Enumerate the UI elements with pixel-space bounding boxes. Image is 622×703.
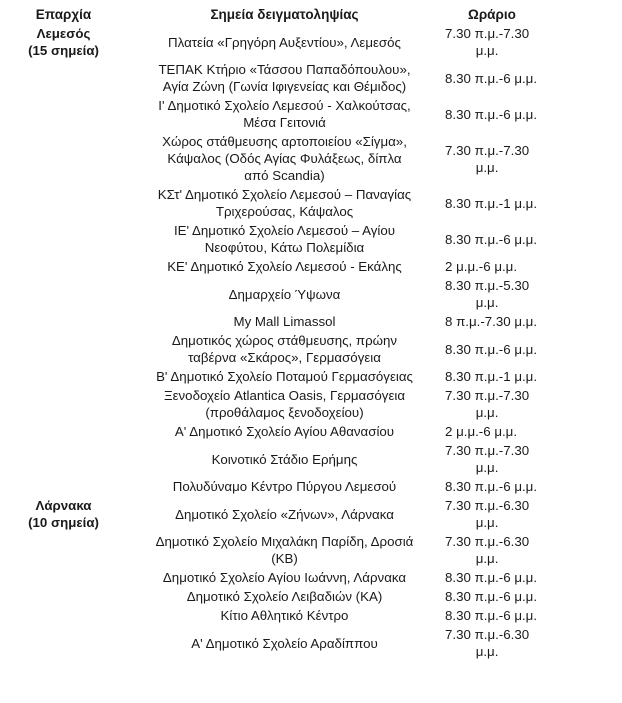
sampling-point-cell bbox=[127, 533, 442, 569]
region-count: (10 σημεία) bbox=[28, 515, 99, 530]
sampling-point-text: (ΚΒ) bbox=[271, 551, 298, 566]
hours-text: 8.30 π.μ.-6 μ.μ. bbox=[445, 106, 538, 122]
sampling-point-text: Δημοτικό Σχολείο Αγίου Ιωάννη, Λάρνακα bbox=[162, 570, 407, 585]
sampling-point-cell bbox=[127, 97, 442, 133]
hours-text: 8 π.μ.-7.30 μ.μ. bbox=[445, 314, 538, 329]
hours-text: 7.30 π.μ.-7.30 bbox=[445, 26, 530, 41]
hours-text: 8.30 π.μ.-6 μ.μ. bbox=[445, 479, 538, 494]
region-name: Λάρνακα bbox=[35, 498, 92, 513]
hours-cell bbox=[442, 186, 560, 222]
hours-text-block bbox=[445, 341, 537, 358]
sampling-point-cell bbox=[127, 186, 442, 222]
sampling-point-text: Ξενοδοχείο Atlantica Oasis, Γερμασόγεια bbox=[163, 388, 406, 403]
sampling-point-text: από Scandia) bbox=[244, 168, 325, 183]
sampling-points-table bbox=[0, 4, 560, 662]
hours-cell bbox=[442, 313, 560, 332]
header-hours: Ωράριο bbox=[468, 7, 516, 22]
sampling-point-text: Χώρος στάθμευσης αρτοποιείου «Σίγμα», bbox=[162, 134, 407, 149]
sampling-point-text: Δημοτικό Σχολείο Μιχαλάκη Παρίδη, Δροσιά bbox=[155, 534, 414, 549]
hours-text: 2 μ.μ.-6 μ.μ. bbox=[445, 259, 518, 274]
sampling-point-cell bbox=[127, 478, 442, 497]
hours-text-block bbox=[445, 25, 529, 59]
sampling-point-cell bbox=[127, 61, 442, 97]
sampling-point-text: Δημοτικό Σχολείο «Ζήνων», Λάρνακα bbox=[175, 506, 394, 522]
sampling-point-cell bbox=[127, 626, 442, 662]
hours-text-block bbox=[445, 569, 537, 586]
hours-cell bbox=[442, 626, 560, 662]
hours-text: 8.30 π.μ.-5.30 bbox=[445, 278, 530, 293]
hours-text: 7.30 π.μ.-7.30 bbox=[445, 443, 530, 458]
sampling-point-text: Κοινοτικό Στάδιο Ερήμης bbox=[211, 451, 358, 467]
hours-text: μ.μ. bbox=[475, 43, 499, 58]
hours-cell bbox=[442, 569, 560, 588]
region-count: (15 σημεία) bbox=[28, 43, 99, 58]
hours-text: μ.μ. bbox=[475, 295, 499, 310]
hours-text: μ.μ. bbox=[475, 460, 499, 475]
hours-text-block bbox=[445, 588, 537, 605]
hours-text-block bbox=[445, 442, 529, 476]
hours-text: μ.μ. bbox=[475, 551, 499, 566]
hours-text: μ.μ. bbox=[475, 405, 499, 420]
hours-text: 7.30 π.μ.-6.30 bbox=[445, 498, 530, 513]
hours-text-block bbox=[445, 533, 529, 567]
sampling-point-text: Δημοτικό Σχολείο Λειβαδιών (ΚΑ) bbox=[186, 589, 383, 604]
hours-text: 8.30 π.μ.-6 μ.μ. bbox=[445, 231, 538, 247]
sampling-point-cell bbox=[127, 607, 442, 626]
hours-text: 8.30 π.μ.-6 μ.μ. bbox=[445, 70, 538, 86]
header-region: Επαρχία bbox=[35, 7, 92, 22]
hours-cell bbox=[442, 533, 560, 569]
hours-cell bbox=[442, 222, 560, 258]
hours-text: 7.30 π.μ.-6.30 bbox=[445, 627, 530, 642]
sampling-point-cell bbox=[127, 387, 442, 423]
hours-cell bbox=[442, 25, 560, 61]
hours-cell bbox=[442, 423, 560, 442]
sampling-point-cell bbox=[127, 569, 442, 588]
sampling-point-cell bbox=[127, 25, 442, 61]
table-row bbox=[0, 497, 560, 533]
hours-cell bbox=[442, 442, 560, 478]
sampling-point-cell bbox=[127, 222, 442, 258]
hours-text: 7.30 π.μ.-7.30 bbox=[445, 388, 530, 403]
hours-cell bbox=[442, 133, 560, 186]
sampling-point-text: ΙΕ' Δημοτικό Σχολείο Λεμεσού – Αγίου bbox=[173, 223, 396, 238]
sampling-point-cell bbox=[127, 423, 442, 442]
sampling-point-text: Β' Δημοτικό Σχολείο Ποταμού Γερμασόγειας bbox=[156, 369, 413, 384]
hours-text-block bbox=[445, 478, 537, 495]
hours-text-block bbox=[445, 70, 537, 87]
sampling-point-text: ΚΣτ' Δημοτικό Σχολείο Λεμεσού – Παναγίας bbox=[157, 187, 412, 202]
sampling-point-text: Τριχερούσας, Κάψαλος bbox=[215, 204, 354, 219]
hours-text-block bbox=[445, 142, 529, 176]
hours-cell bbox=[442, 607, 560, 626]
sampling-point-text: ταβέρνα «Σκάρος», Γερμασόγεια bbox=[188, 350, 381, 365]
hours-text-block bbox=[445, 497, 529, 531]
hours-cell bbox=[442, 588, 560, 607]
hours-text: 7.30 π.μ.-7.30 bbox=[445, 142, 530, 158]
table-row bbox=[0, 25, 560, 61]
hours-text-block bbox=[445, 231, 537, 248]
sampling-point-text: Α' Δημοτικό Σχολείο Αγίου Αθανασίου bbox=[174, 424, 395, 439]
hours-text-block bbox=[445, 313, 537, 330]
hours-text-block bbox=[445, 607, 537, 624]
hours-text-block bbox=[445, 106, 537, 123]
hours-text-block bbox=[445, 368, 537, 385]
sampling-point-text: Κίτιο Αθλητικό Κέντρο bbox=[220, 608, 349, 623]
hours-text: 8.30 π.μ.-1 μ.μ. bbox=[445, 369, 538, 384]
sampling-point-text: (προθάλαμος ξενοδοχείου) bbox=[205, 405, 364, 420]
hours-cell bbox=[442, 277, 560, 313]
sampling-point-text: ΤΕΠΑΚ Κτήριο «Τάσσου Παπαδόπουλου», bbox=[158, 62, 411, 77]
hours-cell bbox=[442, 478, 560, 497]
hours-text: 8.30 π.μ.-6 μ.μ. bbox=[445, 570, 538, 585]
region-cell bbox=[0, 25, 127, 497]
sampling-point-cell bbox=[127, 258, 442, 277]
hours-text: μ.μ. bbox=[475, 515, 499, 530]
hours-cell bbox=[442, 387, 560, 423]
sampling-point-cell bbox=[127, 442, 442, 478]
region-name: Λεμεσός bbox=[36, 26, 91, 41]
hours-text: 8.30 π.μ.-6 μ.μ. bbox=[445, 341, 538, 357]
sampling-point-text: Αγία Ζώνη (Γωνία Ιφιγενείας και Θέμιδος) bbox=[162, 79, 407, 94]
table-body bbox=[0, 25, 560, 662]
sampling-point-text: Πλατεία «Γρηγόρη Αυξεντίου», Λεμεσός bbox=[168, 34, 401, 50]
header-sampling-points: Σημεία δειγματοληψίας bbox=[210, 7, 359, 22]
region-cell bbox=[0, 497, 127, 662]
sampling-point-text: Πολυδύναμο Κέντρο Πύργου Λεμεσού bbox=[172, 479, 397, 494]
hours-text-block bbox=[445, 258, 517, 275]
hours-text-block bbox=[445, 195, 537, 212]
sampling-point-text: Δημαρχείο Ύψωνα bbox=[228, 286, 341, 302]
sampling-point-text: Α' Δημοτικό Σχολείο Αραδίππου bbox=[191, 635, 378, 651]
sampling-point-cell bbox=[127, 497, 442, 533]
hours-cell bbox=[442, 61, 560, 97]
hours-text: 8.30 π.μ.-6 μ.μ. bbox=[445, 589, 538, 604]
sampling-point-text: ΚΕ' Δημοτικό Σχολείο Λεμεσού - Εκάλης bbox=[167, 259, 402, 274]
hours-text: μ.μ. bbox=[475, 159, 499, 175]
hours-cell bbox=[442, 258, 560, 277]
sampling-point-cell bbox=[127, 332, 442, 368]
hours-text: 8.30 π.μ.-1 μ.μ. bbox=[445, 195, 538, 211]
hours-cell bbox=[442, 332, 560, 368]
table-header-row bbox=[0, 4, 560, 25]
sampling-point-cell bbox=[127, 277, 442, 313]
sampling-point-text: Δημοτικός χώρος στάθμευσης, πρώην bbox=[171, 333, 398, 348]
hours-text-block bbox=[445, 277, 529, 311]
hours-text-block bbox=[445, 387, 529, 421]
sampling-point-cell bbox=[127, 368, 442, 387]
sampling-point-text: Κάψαλος (Οδός Αγίας Φυλάξεως, δίπλα bbox=[167, 151, 402, 166]
sampling-point-cell bbox=[127, 588, 442, 607]
hours-text: 2 μ.μ.-6 μ.μ. bbox=[445, 424, 518, 439]
hours-text-block bbox=[445, 423, 517, 440]
hours-text: μ.μ. bbox=[475, 644, 499, 659]
sampling-point-text: Μέσα Γειτονιά bbox=[243, 115, 326, 130]
sampling-point-text: Ι' Δημοτικό Σχολείο Λεμεσού - Χαλκούτσας, bbox=[158, 98, 411, 113]
hours-text: 8.30 π.μ.-6 μ.μ. bbox=[445, 608, 538, 623]
sampling-point-cell bbox=[127, 313, 442, 332]
hours-cell bbox=[442, 497, 560, 533]
sampling-point-text: Νεοφύτου, Κάτω Πολεμίδια bbox=[204, 240, 365, 255]
hours-cell bbox=[442, 97, 560, 133]
hours-cell bbox=[442, 368, 560, 387]
sampling-point-cell bbox=[127, 133, 442, 186]
hours-text-block bbox=[445, 626, 529, 660]
hours-text: 7.30 π.μ.-6.30 bbox=[445, 534, 530, 549]
sampling-point-text: My Mall Limassol bbox=[233, 314, 336, 329]
